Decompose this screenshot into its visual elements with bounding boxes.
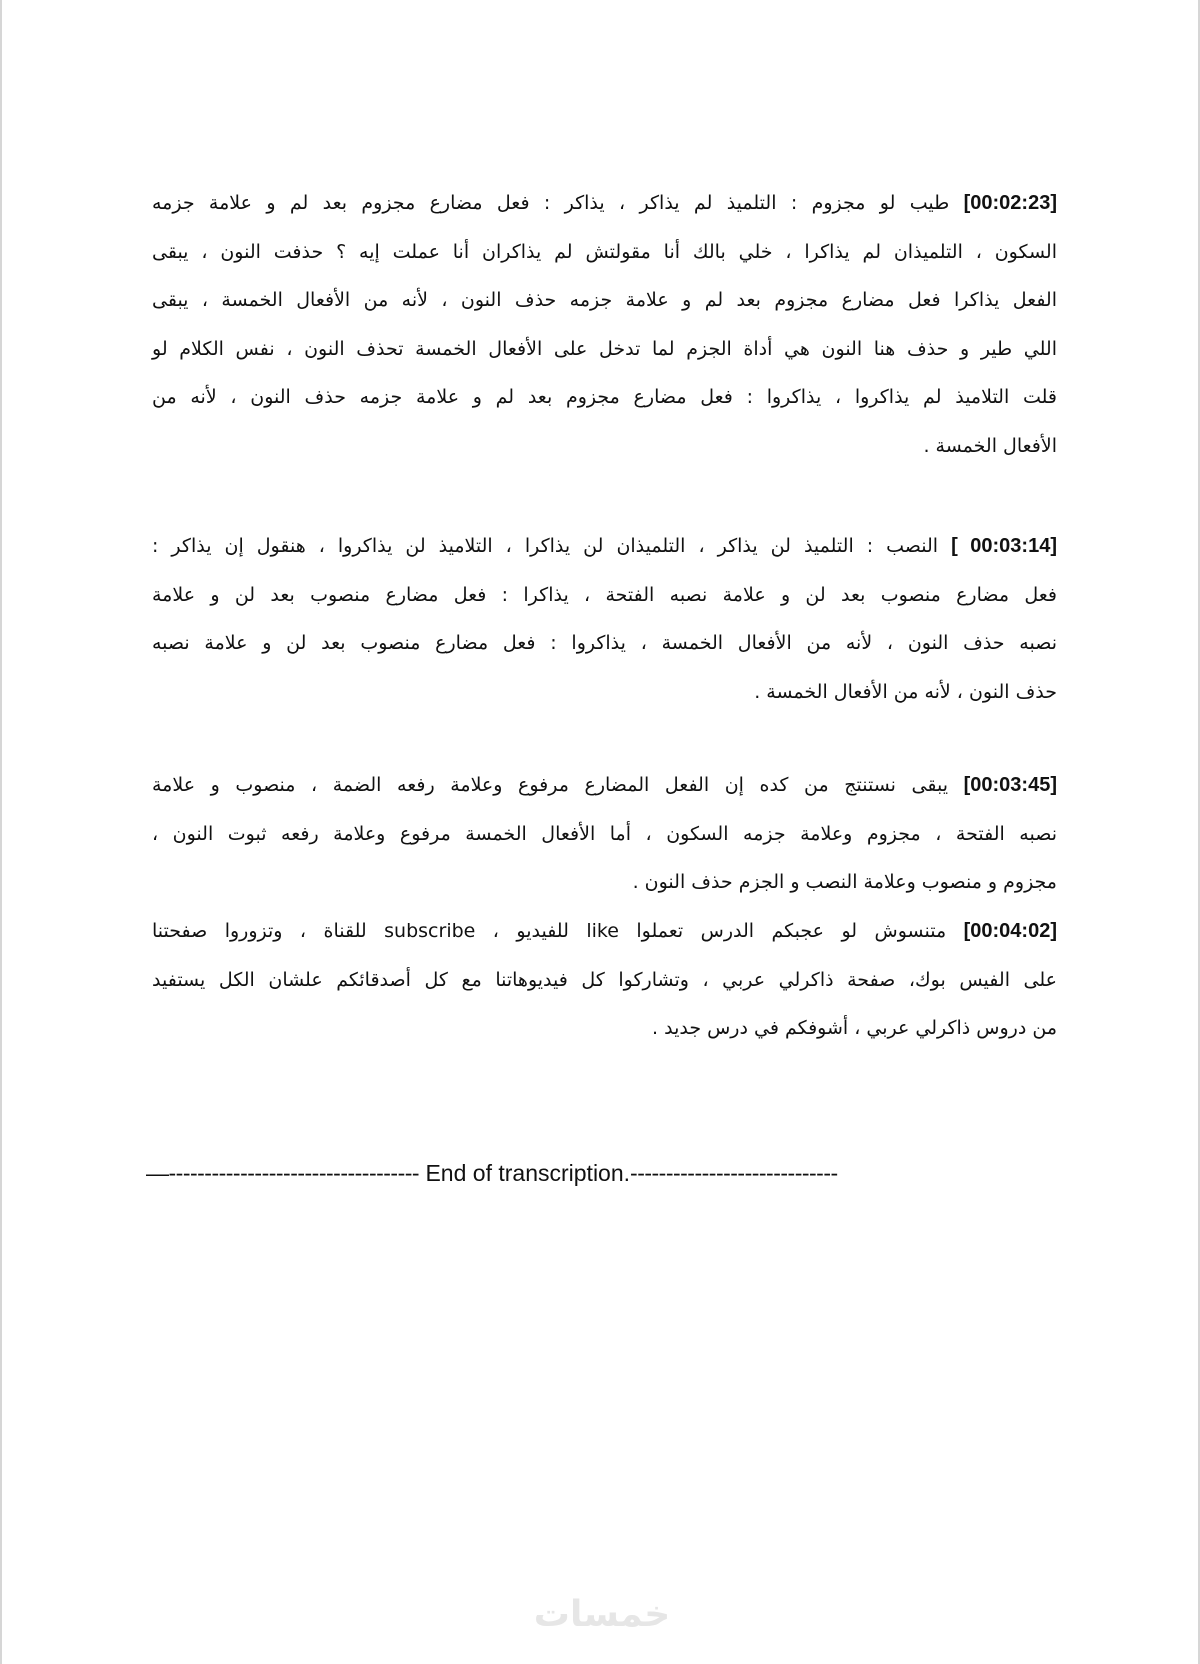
transcript-line: [00:02:23] طيب لو مجزوم : التلميذ لم يذاكر ، يذاكر : فعل مضارع مجزوم بعد لم و علامة جزمه — [152, 192, 1057, 214]
transcript-line: نصبه الفتحة ، مجزوم وعلامة جزمه السكون ، أما الأفعال الخمسة مرفوع وعلامة رفعه ثبوت النون ، — [152, 822, 1057, 845]
timestamp: [ 00:03:14] — [951, 535, 1057, 557]
timestamp: [00:04:02] — [963, 920, 1057, 942]
transcript-line: الأفعال الخمسة . — [923, 434, 1057, 457]
dash-rule-right: ----------------------------- — [630, 1160, 838, 1186]
transcript-line: [00:04:02] متنسوش لو عجبكم الدرس تعملوا like للفيديو ، subscribe للقناة ، وتزوروا صفحتنا — [152, 920, 1057, 942]
transcript-paragraph-2 — [152, 522, 1057, 716]
transcript-line: من دروس ذاكرلي عربي ، أشوفكم في درس جديد . — [652, 1017, 1057, 1040]
transcript-line: حذف النون ، لأنه من الأفعال الخمسة . — [754, 680, 1057, 703]
transcript-paragraph-4 — [152, 907, 1057, 1053]
end-of-transcription-marker — [146, 1160, 1061, 1187]
dash-rule-left: —----------------------------------- — [146, 1160, 420, 1186]
transcript-line: [00:03:45] يبقى نستنتج من كده إن الفعل المضارع مرفوع وعلامة رفعه الضمة ، منصوب و علامة — [152, 774, 1057, 796]
transcript-line: السكون ، التلميذان لم يذاكرا ، خلي بالك أنا مقولتش لم يذاكران أنا عملت إيه ؟ حذفت النون ، يبقى — [152, 240, 1057, 263]
end-label: End of transcription. — [425, 1160, 631, 1186]
transcript-line: الفعل يذاكرا فعل مضارع مجزوم بعد لم و علامة جزمه حذف النون ، لأنه من الأفعال الخمسة ، يبقى — [152, 289, 1057, 312]
timestamp: [00:02:23] — [963, 192, 1057, 214]
timestamp: [00:03:45] — [963, 774, 1057, 796]
transcript-line: فعل مضارع منصوب بعد لن و علامة نصبه الفتحة ، يذاكرا : فعل مضارع منصوب بعد لن و علامة — [152, 583, 1057, 606]
khamsat-watermark-logo: خمسات — [533, 1593, 671, 1635]
transcript-line: قلت التلاميذ لم يذاكروا ، يذاكروا : فعل مضارع مجزوم بعد لم و علامة جزمه حذف النون ، لأنه من — [152, 386, 1057, 409]
transcript-line: على الفيس بوك، صفحة ذاكرلي عربي ، وتشاركوا كل فيديوهاتنا مع كل أصدقائكم علشان الكل يستفيد — [152, 968, 1057, 991]
transcript-paragraph-1 — [152, 179, 1057, 471]
transcript-paragraph-3 — [152, 761, 1057, 907]
transcript-line: نصبه حذف النون ، لأنه من الأفعال الخمسة ، يذاكروا : فعل مضارع منصوب بعد لن و علامة نصبه — [152, 632, 1057, 655]
transcript-line: اللي طير و حذف هنا النون هي أداة الجزم لما تدخل على الأفعال الخمسة تحذف النون ، نفس الكلام لو — [152, 337, 1057, 360]
transcript-line: [ 00:03:14] النصب : التلميذ لن يذاكر ، التلميذان لن يذاكرا ، التلاميذ لن يذاكروا ، هنقول إن يذاكر : — [152, 535, 1057, 557]
transcript-line: مجزوم و منصوب وعلامة النصب و الجزم حذف النون . — [632, 871, 1057, 894]
